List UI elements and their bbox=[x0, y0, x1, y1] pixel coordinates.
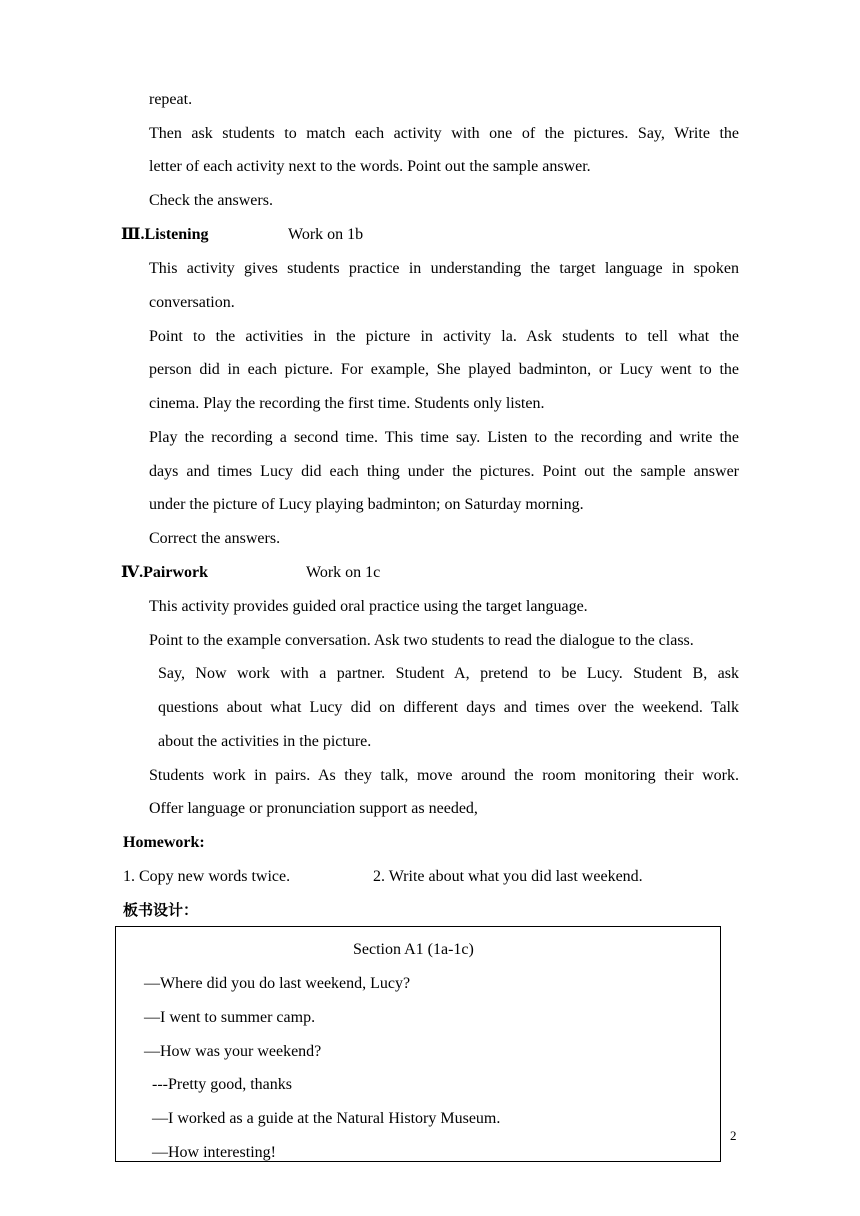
board-line: —I worked as a guide at the Natural History Museum. bbox=[152, 1110, 501, 1127]
section-title: Listening bbox=[144, 226, 209, 243]
board-line: —How interesting! bbox=[152, 1144, 276, 1161]
page-number: 2 bbox=[730, 1128, 737, 1143]
section-numeral: Ⅲ. bbox=[121, 226, 145, 243]
board-line: ---Pretty good, thanks bbox=[152, 1076, 292, 1093]
board-line: —I went to summer camp. bbox=[144, 1009, 316, 1026]
section-title: Pairwork bbox=[143, 564, 209, 581]
homework-item: 1. Copy new words twice. bbox=[123, 868, 291, 885]
board-line: —Where did you do last weekend, Lucy? bbox=[144, 975, 411, 992]
text-line: Say, Now work with a partner. Student A, pretend to be Lucy. Student B, ask bbox=[158, 665, 739, 682]
text-line: person did in each picture. For example, She played badminton, or Lucy went to the bbox=[149, 361, 739, 378]
section-task: Work on 1b bbox=[288, 226, 364, 243]
text-line: Students work in pairs. As they talk, move around the room monitoring their work. bbox=[149, 767, 739, 784]
text-line: Correct the answers. bbox=[149, 530, 281, 547]
text-line: conversation. bbox=[149, 294, 235, 311]
section-heading-listening bbox=[121, 225, 209, 245]
text-line: cinema. Play the recording the first time. Students only listen. bbox=[149, 395, 545, 412]
board-title: Section A1 (1a-1c) bbox=[353, 941, 474, 958]
board-line: —How was your weekend? bbox=[144, 1043, 322, 1060]
text-line: This activity gives students practice in understanding the target language in spoken bbox=[149, 260, 739, 277]
text-line: questions about what Lucy did on different days and times over the weekend. Talk bbox=[158, 699, 739, 716]
text-line: Offer language or pronunciation support as needed, bbox=[149, 800, 478, 817]
homework-item: 2. Write about what you did last weekend. bbox=[373, 868, 643, 885]
text-line: about the activities in the picture. bbox=[158, 733, 372, 750]
text-line: Check the answers. bbox=[149, 192, 273, 209]
text-line: Point to the example conversation. Ask two students to read the dialogue to the class. bbox=[149, 632, 694, 649]
text-line: under the picture of Lucy playing badminton; on Saturday morning. bbox=[149, 496, 584, 513]
text-line: repeat. bbox=[149, 91, 193, 108]
text-line: Play the recording a second time. This time say. Listen to the recording and write the bbox=[149, 429, 739, 446]
board-heading: 板书设计： bbox=[123, 901, 199, 919]
section-heading-pairwork bbox=[121, 563, 208, 583]
text-line: Point to the activities in the picture in activity la. Ask students to tell what the bbox=[149, 328, 739, 345]
text-line: letter of each activity next to the words. Point out the sample answer. bbox=[149, 158, 591, 175]
blackboard-design-box bbox=[115, 926, 721, 1162]
homework-title: Homework: bbox=[123, 834, 205, 851]
section-task: Work on 1c bbox=[306, 564, 381, 581]
section-numeral: Ⅳ. bbox=[121, 564, 144, 581]
text-line: This activity provides guided oral practice using the target language. bbox=[149, 598, 588, 615]
text-line: days and times Lucy did each thing under the pictures. Point out the sample answer bbox=[149, 463, 739, 480]
text-line: Then ask students to match each activity with one of the pictures. Say, Write the bbox=[149, 125, 739, 142]
